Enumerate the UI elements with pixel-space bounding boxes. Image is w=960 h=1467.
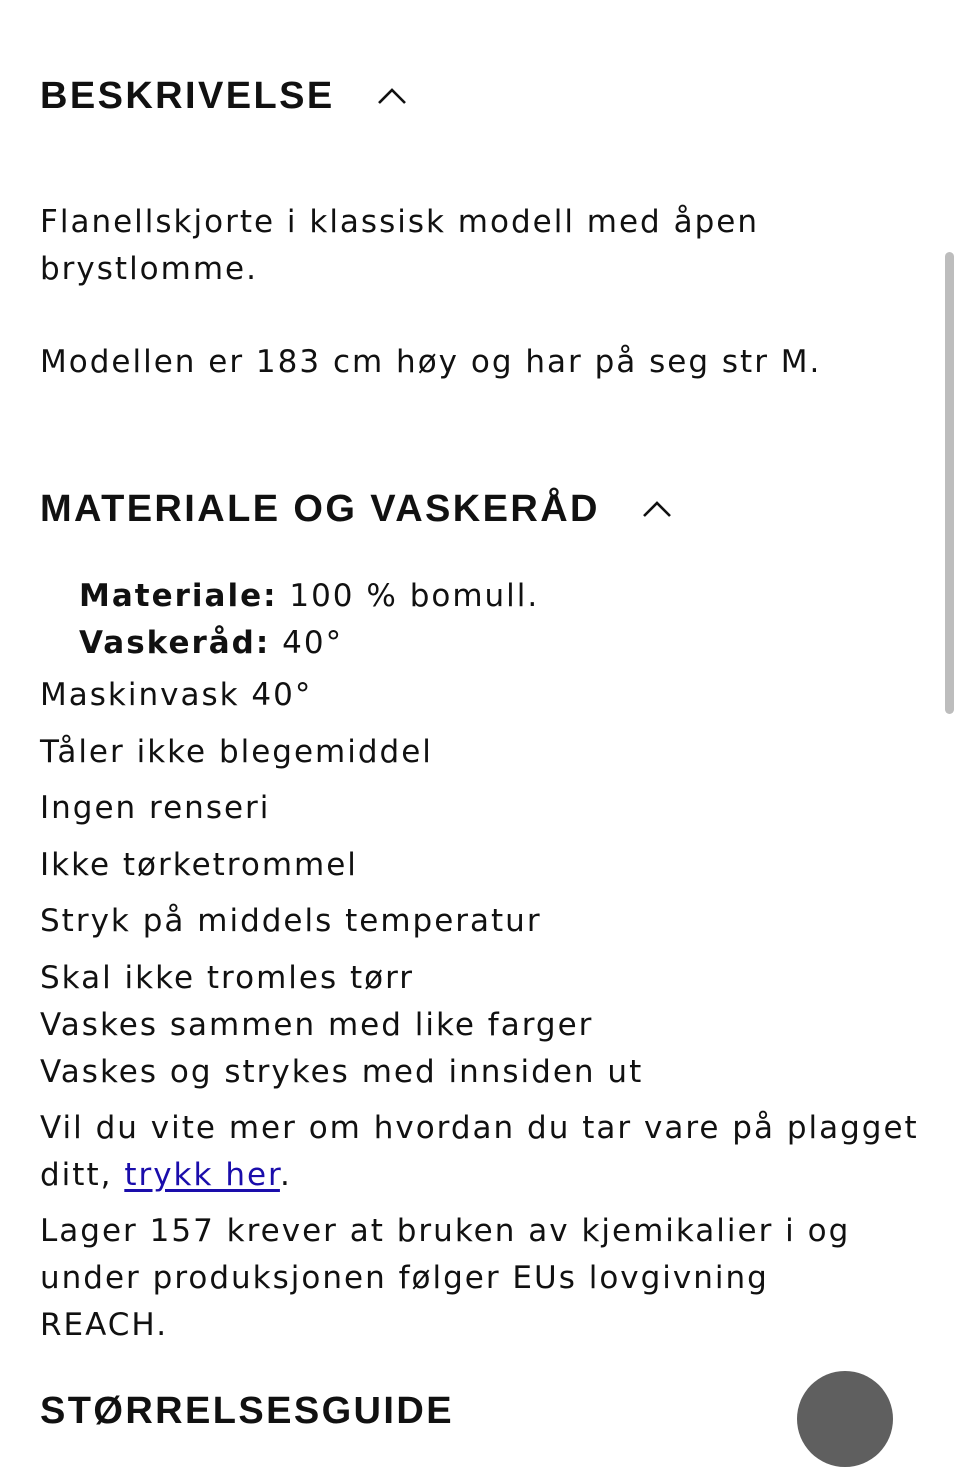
care-more-line: Vil du vite mer om hvordan du tar vare på plagget <box>40 1110 919 1146</box>
wash-spec <box>79 620 343 667</box>
wash-label: Vaskeråd: <box>79 625 271 661</box>
chevron-up-icon <box>642 500 670 518</box>
material-section-title: MATERIALE OG VASKERÅD <box>40 488 600 530</box>
care-item: Skal ikke tromles tørr <box>40 960 415 996</box>
material-spec <box>79 573 539 620</box>
scrollbar[interactable] <box>945 252 954 714</box>
model-info: Modellen er 183 cm høy og har på seg str M. <box>40 344 822 380</box>
care-more-line <box>40 1152 292 1199</box>
care-item: Maskinvask 40° <box>40 677 313 713</box>
reach-line: under produksjonen følger EUs lovgivning <box>40 1260 769 1296</box>
care-more-suffix: . <box>279 1157 292 1193</box>
care-item: Ingen renseri <box>40 790 271 826</box>
reach-line: Lager 157 krever at bruken av kjemikalier i og <box>40 1213 851 1249</box>
chevron-up-icon <box>377 87 405 105</box>
care-item: Vaskes sammen med like farger <box>40 1007 594 1043</box>
care-guide-link[interactable]: trykk her <box>124 1157 280 1193</box>
reach-line: REACH. <box>40 1307 169 1343</box>
wash-value: 40° <box>270 625 344 661</box>
material-section-toggle[interactable] <box>40 490 670 528</box>
size-guide-section-title: STØRRELSESGUIDE <box>40 1390 454 1432</box>
description-line: Flanellskjorte i klassisk modell med åpen <box>40 204 759 240</box>
description-section-title: BESKRIVELSE <box>40 75 335 117</box>
care-item: Stryk på middels temperatur <box>40 903 542 939</box>
care-item: Ikke tørketrommel <box>40 847 358 883</box>
care-item: Tåler ikke blegemiddel <box>40 734 433 770</box>
floating-action-button[interactable] <box>797 1371 893 1467</box>
size-guide-section-toggle[interactable] <box>40 1386 454 1432</box>
material-value: 100 % bomull. <box>277 578 540 614</box>
material-label: Materiale: <box>79 578 278 614</box>
description-section-toggle[interactable] <box>40 77 405 115</box>
description-line: brystlomme. <box>40 251 258 287</box>
care-item: Vaskes og strykes med innsiden ut <box>40 1054 644 1090</box>
care-more-prefix: ditt, <box>40 1157 125 1193</box>
